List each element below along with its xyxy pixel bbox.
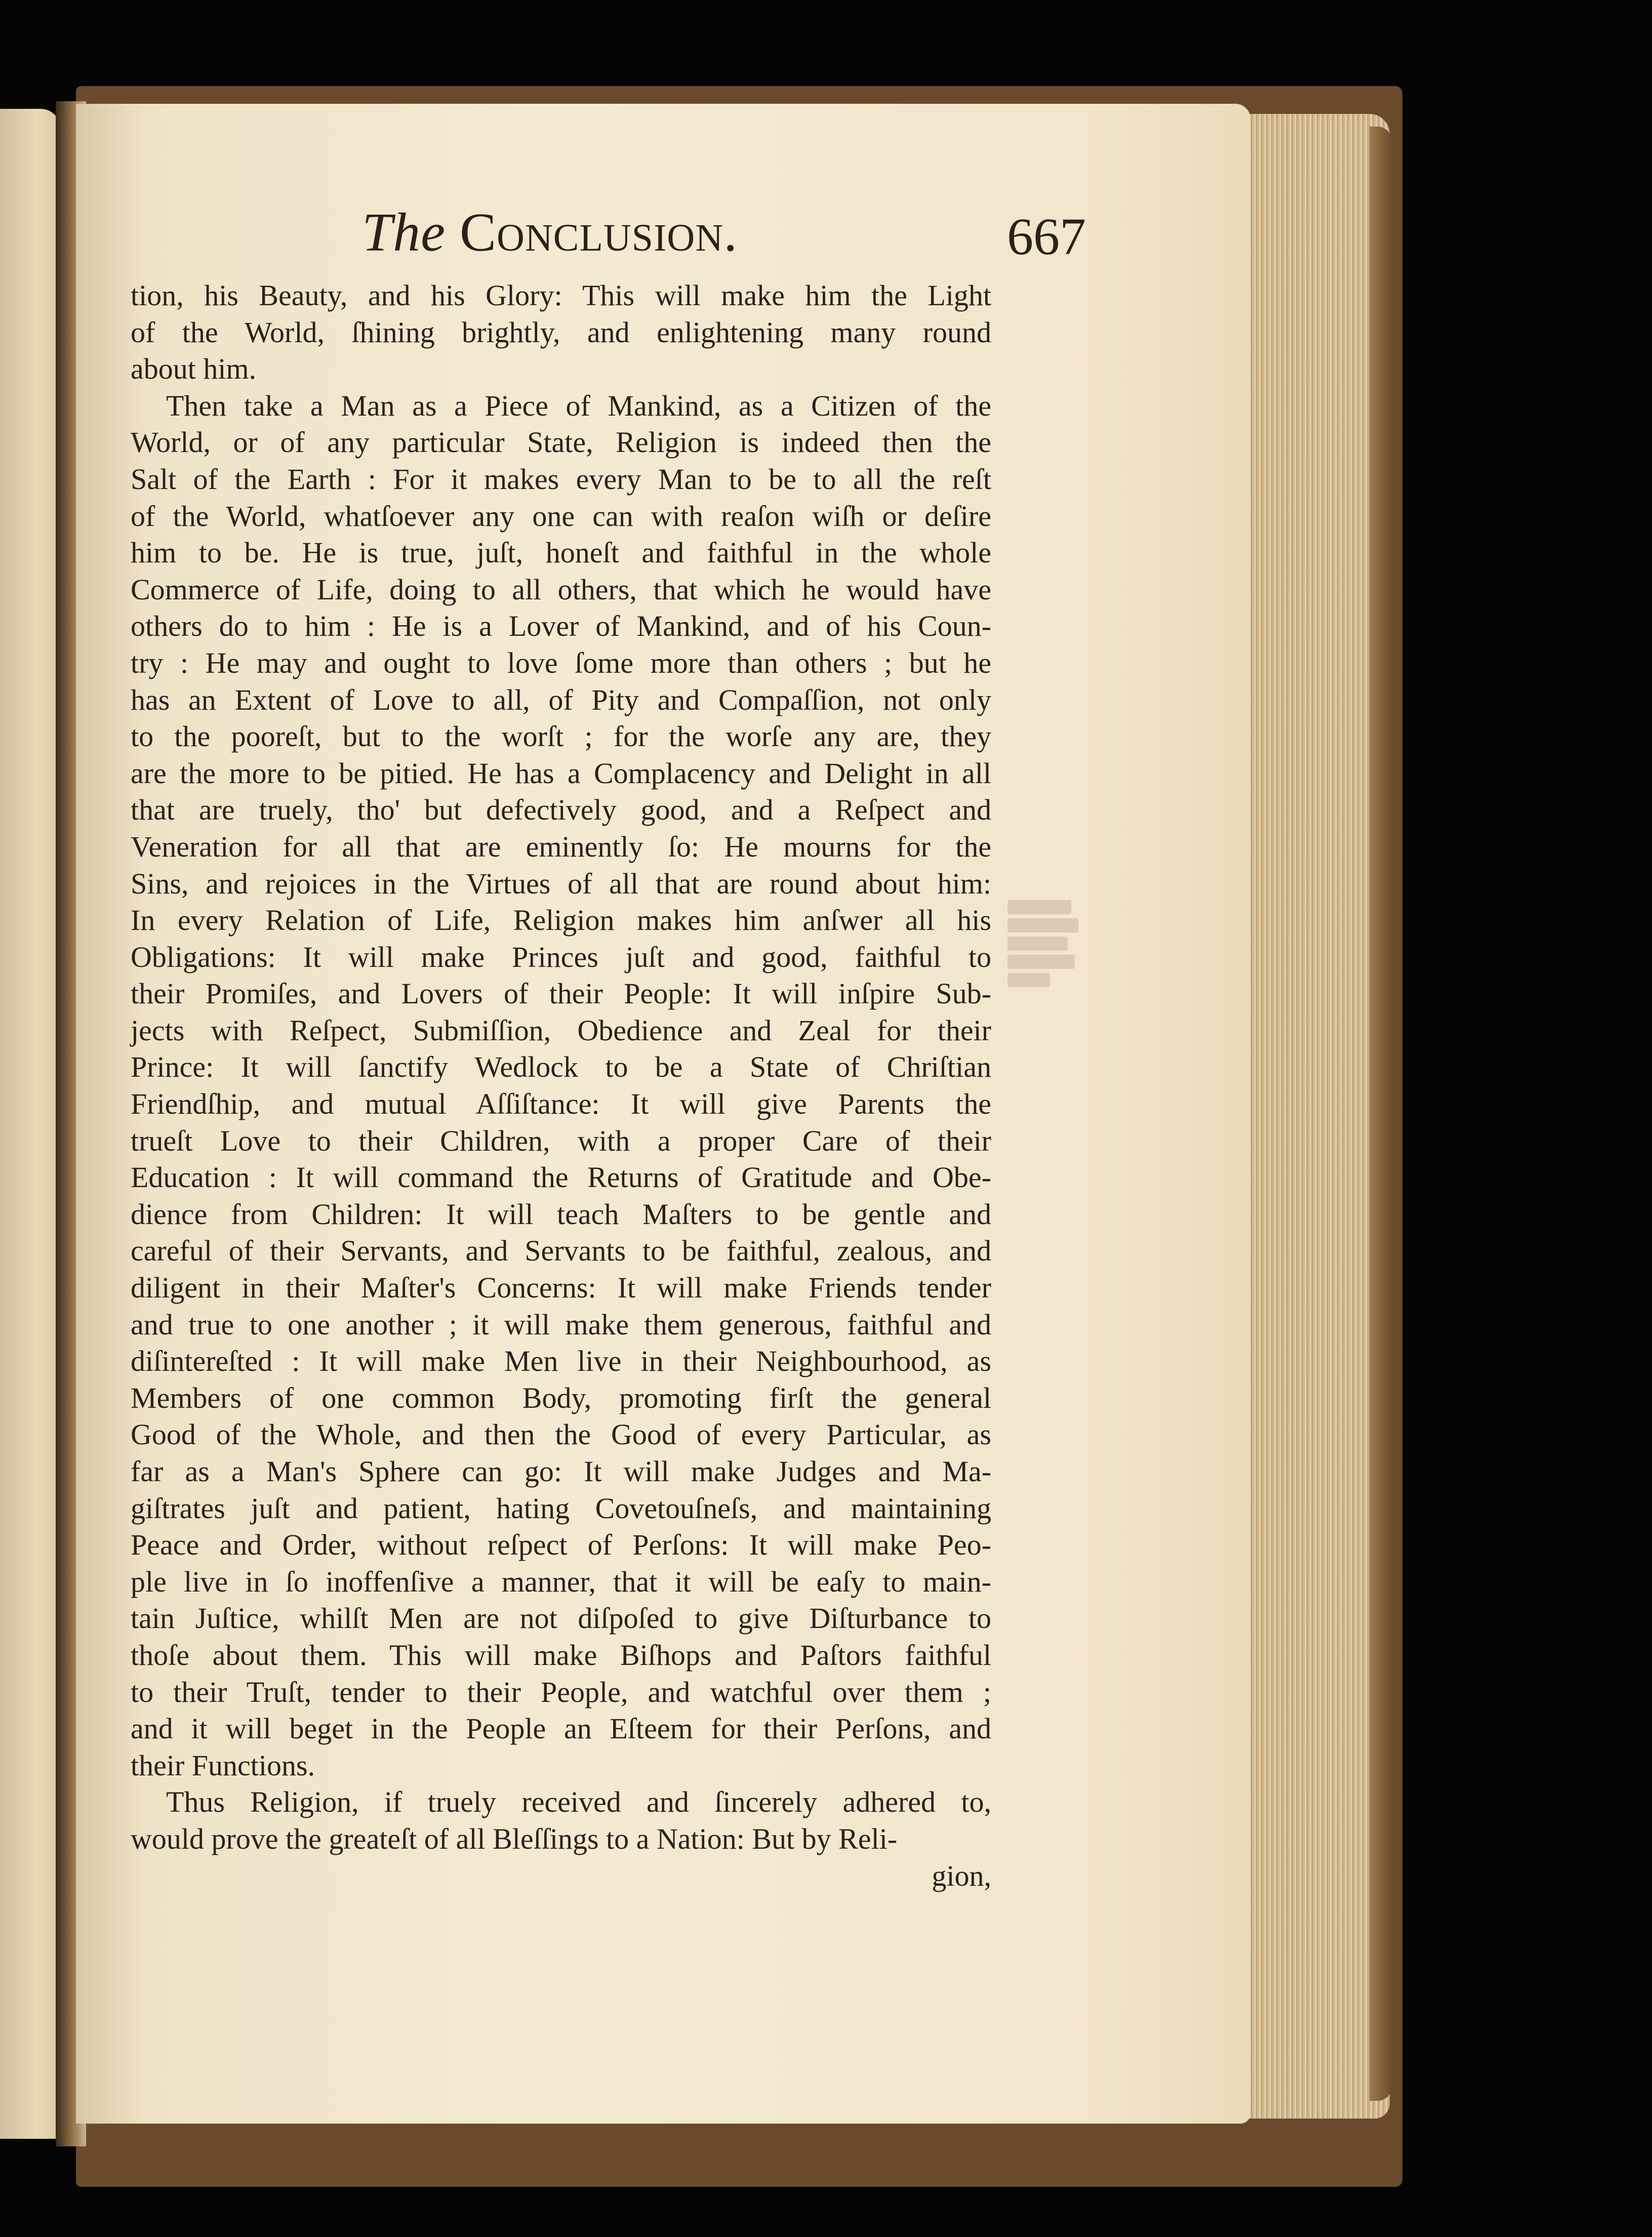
text-line: Commerce of Life, doing to all others, that which he would have xyxy=(131,573,991,606)
show-through-marginalia xyxy=(1008,896,1078,1058)
running-title-text: Conclusion. xyxy=(460,202,738,263)
text-line: and true to one another ; it will make them generous, faithful and xyxy=(131,1308,991,1341)
text-line: dience from Children: It will teach Maſters to be gentle and xyxy=(131,1197,991,1231)
text-line: of the World, ſhining brightly, and enlightening many round xyxy=(131,315,991,349)
text-line: tain Juſtice, whilſt Men are not diſpoſed to give Diſturbance to xyxy=(131,1602,991,1635)
page-header xyxy=(362,201,1086,272)
text-line: Education : It will command the Returns of Gratitude and Obe- xyxy=(131,1161,991,1194)
text-line: that are truely, tho' but defectively good, and a Reſpect and xyxy=(131,793,991,827)
text-line: trueſt Love to their Children, with a proper Care of their xyxy=(131,1124,991,1157)
text-line: Prince: It will ſanctify Wedlock to be a State of Chriſtian xyxy=(131,1050,991,1084)
text-line: Thus Religion, if truely received and ſincerely adhered to, xyxy=(166,1785,991,1819)
text-line: their Functions. xyxy=(131,1748,315,1782)
catchword: gion, xyxy=(932,1859,991,1892)
text-line: to their Truſt, tender to their People, and watchful over them ; xyxy=(131,1675,991,1709)
text-line: Veneration for all that are eminently ſo: He mourns for the xyxy=(131,830,991,863)
text-line: Then take a Man as a Piece of Mankind, as a Citizen of the xyxy=(166,389,991,422)
text-line: Salt of the Earth : For it makes every Man to be to all the reſt xyxy=(131,462,991,496)
text-line: and it will beget in the People an Eſteem for their Perſons, and xyxy=(131,1712,991,1745)
text-line: tion, his Beauty, and his Glory: This will make him the Light xyxy=(131,279,991,312)
text-line: Sins, and rejoices in the Virtues of all that are round about him: xyxy=(131,867,991,900)
text-line: jects with Reſpect, Submiſſion, Obedience and Zeal for their xyxy=(131,1013,991,1047)
text-line: their Promiſes, and Lovers of their People: It will inſpire Sub- xyxy=(131,977,991,1010)
binding-edge xyxy=(1369,127,1392,2101)
text-line: giſtrates juſt and patient, hating Covetouſneſs, and maintaining xyxy=(131,1491,991,1525)
text-line: about him. xyxy=(131,352,257,386)
text-line: try : He may and ought to love ſome more than others ; but he xyxy=(131,646,991,679)
text-line: far as a Man's Sphere can go: It will make Judges and Ma- xyxy=(131,1455,991,1488)
text-line: to the pooreſt, but to the worſt ; for the worſe any are, they xyxy=(131,720,991,753)
text-line: careful of their Servants, and Servants to be faithful, zealous, and xyxy=(131,1234,991,1268)
text-line: In every Relation of Life, Religion makes him anſwer all his xyxy=(131,904,991,937)
running-title xyxy=(362,201,738,264)
text-line: others do to him : He is a Lover of Mankind, and of his Coun- xyxy=(131,609,991,643)
body-text xyxy=(131,277,991,1894)
text-line: Obligations: It will make Princes juſt and good, faithful to xyxy=(131,940,991,973)
text-line: Friendſhip, and mutual Aſſiſtance: It will give Parents the xyxy=(131,1087,991,1121)
facing-page-edge xyxy=(0,109,61,2139)
text-line: ple live in ſo inoffenſive a manner, that it will be eaſy to main- xyxy=(131,1565,991,1598)
text-line: diligent in their Maſter's Concerns: It will make Friends tender xyxy=(131,1271,991,1305)
text-line: Peace and Order, without reſpect of Perſons: It will make Peo- xyxy=(131,1528,991,1562)
text-line: thoſe about them. This will make Biſhops and Paſtors faithful xyxy=(131,1638,991,1672)
text-line: of the World, whatſoever any one can with reaſon wiſh or deſire xyxy=(131,499,991,533)
text-line: would prove the greateſt of all Bleſſings to a Nation: But by Reli- xyxy=(131,1822,898,1855)
text-line: are the more to be pitied. He has a Complacency and Delight in all xyxy=(131,756,991,790)
text-line: Members of one common Body, promoting firſt the general xyxy=(131,1381,991,1414)
text-line: Good of the Whole, and then the Good of every Particular, as xyxy=(131,1418,991,1451)
page-number: 667 xyxy=(1007,208,1086,266)
text-line: World, or of any particular State, Religion is indeed then the xyxy=(131,426,991,459)
text-line: has an Extent of Love to all, of Pity and Compaſſion, not only xyxy=(131,683,991,716)
page-block-edges xyxy=(1238,114,1390,2119)
text-line: diſintereſted : It will make Men live in their Neighbourhood, as xyxy=(131,1345,991,1378)
text-line: him to be. He is true, juſt, honeſt and faithful in the whole xyxy=(131,536,991,570)
running-title-article: The xyxy=(362,202,446,263)
